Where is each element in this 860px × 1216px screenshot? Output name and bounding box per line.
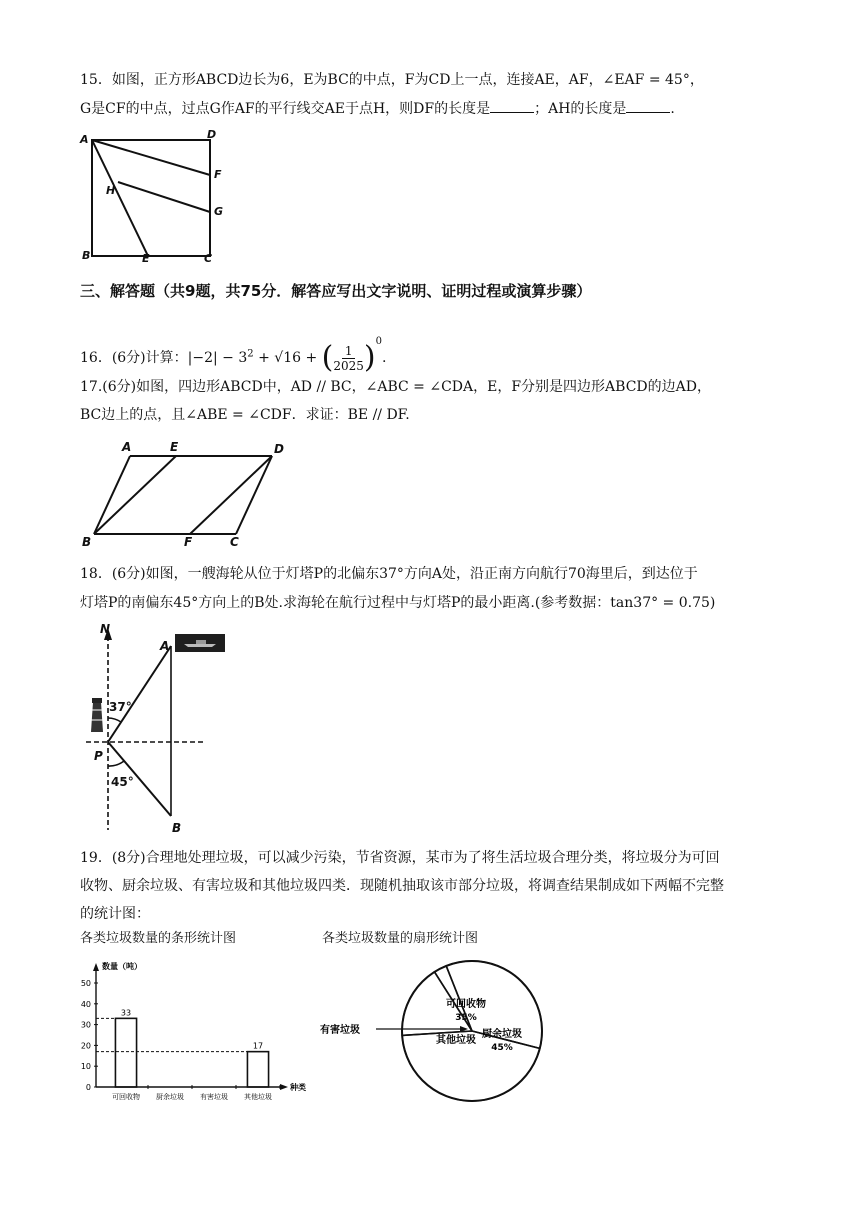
lighthouse-icon [91, 698, 103, 732]
q18-label-n: N [100, 622, 111, 636]
bar-y-tick-label: 50 [80, 979, 91, 988]
bar-data-label: 17 [252, 1041, 264, 1051]
q18-line1: 18．(6分)如图，一艘海轮从位于灯塔P的北偏东37°方向A处，沿正南方向航行70海里后，到达位于 [80, 566, 698, 582]
pie-slice-percent: 35% [455, 1013, 477, 1023]
bar-y-tick-label: 0 [85, 1083, 91, 1092]
section-3-heading: 三、解答题（共9题，共75分．解答应写出文字说明、证明过程或演算步骤） [80, 282, 592, 300]
pie-slice-percent: 45% [491, 1043, 513, 1053]
pie-slice-name: 厨余垃圾 [482, 1029, 522, 1040]
q17-label-f: F [184, 535, 193, 549]
pie-slice-name: 有害垃圾 [320, 1025, 360, 1036]
q19-line1: 19．(8分)合理地处理垃圾，可以减少污染，节省资源，某市为了将生活垃圾合理分类，将垃圾分为可回 [80, 850, 720, 866]
q18-label-a: A [160, 639, 170, 653]
q16-line: 16．(6分)计算：$|-2| - 3^2 + √16$ + ( $\frac{1}{2025}$ )$^0$. [80, 336, 387, 375]
bar-category-label: 其他垃圾 [244, 1093, 272, 1101]
bar-可回收物 [115, 1018, 136, 1087]
q17-label-b: B [82, 535, 92, 549]
bar-chart-title: 各类垃圾数量的条形统计图 [80, 931, 237, 946]
q16-prefix: 16．(6分)计算：|−2| − 3 [80, 350, 248, 366]
q18-line2: 灯塔P的南偏东45°方向上的B处.求海轮在航行过程中与灯塔P的最小距离.(参考数据：tan37° = 0.75) [80, 595, 716, 611]
q17-label-c: C [230, 535, 239, 549]
q15-label-a: A [80, 133, 89, 146]
q16-mid: + √16 + [253, 350, 322, 366]
bar-chart [76, 955, 316, 1105]
q15-line2a: G是CF的中点，过点G作AF的平行线交AE于点H，则DF的长度是 [80, 101, 491, 117]
q17-label-a: A [122, 440, 132, 454]
q15-label-g: G [214, 205, 224, 218]
q16-fraction: $\frac{1}{2025}$ [333, 343, 364, 373]
bar-x-label: 种类 [290, 1083, 306, 1092]
q15-line2c: . [670, 101, 675, 117]
q19-line3: 的统计图： [80, 906, 150, 922]
q15-line1: 15．如图，正方形ABCD边长为6，E为BC的中点，F为CD上一点，连接AE，AF，∠EAF = 45°， [80, 72, 704, 88]
q18-angle-45: 45° [111, 775, 134, 789]
pie-slice-name: 其他垃圾 [436, 1035, 476, 1046]
q18-lighthouse-figure [80, 620, 240, 838]
q17-label-d: D [274, 442, 284, 456]
q15-label-d: D [207, 128, 217, 141]
q15-label-e: E [142, 252, 150, 265]
bar-y-label: 数量（吨） [102, 962, 142, 971]
bar-category-label: 厨余垃圾 [156, 1093, 184, 1101]
q15-label-h: H [106, 184, 116, 197]
q17-line2: BC边上的点，且∠ABE = ∠CDF．求证：BE // DF. [80, 407, 410, 423]
bar-category-label: 有害垃圾 [200, 1093, 228, 1101]
bar-y-tick-label: 40 [80, 999, 91, 1009]
q18-angle-37: 37° [109, 700, 132, 714]
q15-label-c: C [204, 252, 213, 265]
q16-suffix: . [382, 350, 387, 366]
answer-blank-ah[interactable] [626, 98, 670, 113]
bar-y-tick-label: 20 [80, 1041, 91, 1051]
answer-blank-df[interactable] [490, 98, 534, 113]
q19-line2: 收物、厨余垃圾、有害垃圾和其他垃圾四类．现随机抽取该市部分垃圾，将调查结果制成如下两幅不完整 [80, 878, 724, 894]
pie-chart-title: 各类垃圾数量的扇形统计图 [322, 931, 479, 946]
q16-power: 0 [375, 336, 382, 347]
q17-parallelogram-figure [78, 436, 298, 552]
q17-label-e: E [170, 440, 179, 454]
bar-data-label: 33 [120, 1008, 132, 1018]
q15-line2 [80, 98, 675, 119]
q17-line1: 17.(6分)如图，四边形ABCD中，AD // BC，∠ABC = ∠CDA，E，F分别是四边形ABCD的边AD， [80, 379, 711, 395]
q18-label-p: P [94, 749, 103, 763]
q15-label-f: F [214, 168, 222, 181]
q16-exponent: 2 [247, 348, 254, 360]
pie-chart [314, 955, 564, 1105]
q18-label-b: B [172, 821, 182, 835]
x-axis-arrow-icon [280, 1084, 288, 1090]
bar-y-tick-label: 30 [80, 1020, 91, 1030]
q15-line2b: ；AH的长度是 [534, 101, 627, 117]
ship-icon [175, 634, 225, 652]
bar-其他垃圾 [247, 1052, 268, 1087]
bar-category-label: 可回收物 [112, 1093, 140, 1101]
pie-slice-name: 可回收物 [446, 999, 486, 1010]
q15-square-figure [78, 126, 238, 266]
bar-y-tick-label: 10 [80, 1062, 91, 1072]
y-axis-arrow-icon [93, 963, 99, 971]
q15-label-b: B [82, 249, 91, 262]
